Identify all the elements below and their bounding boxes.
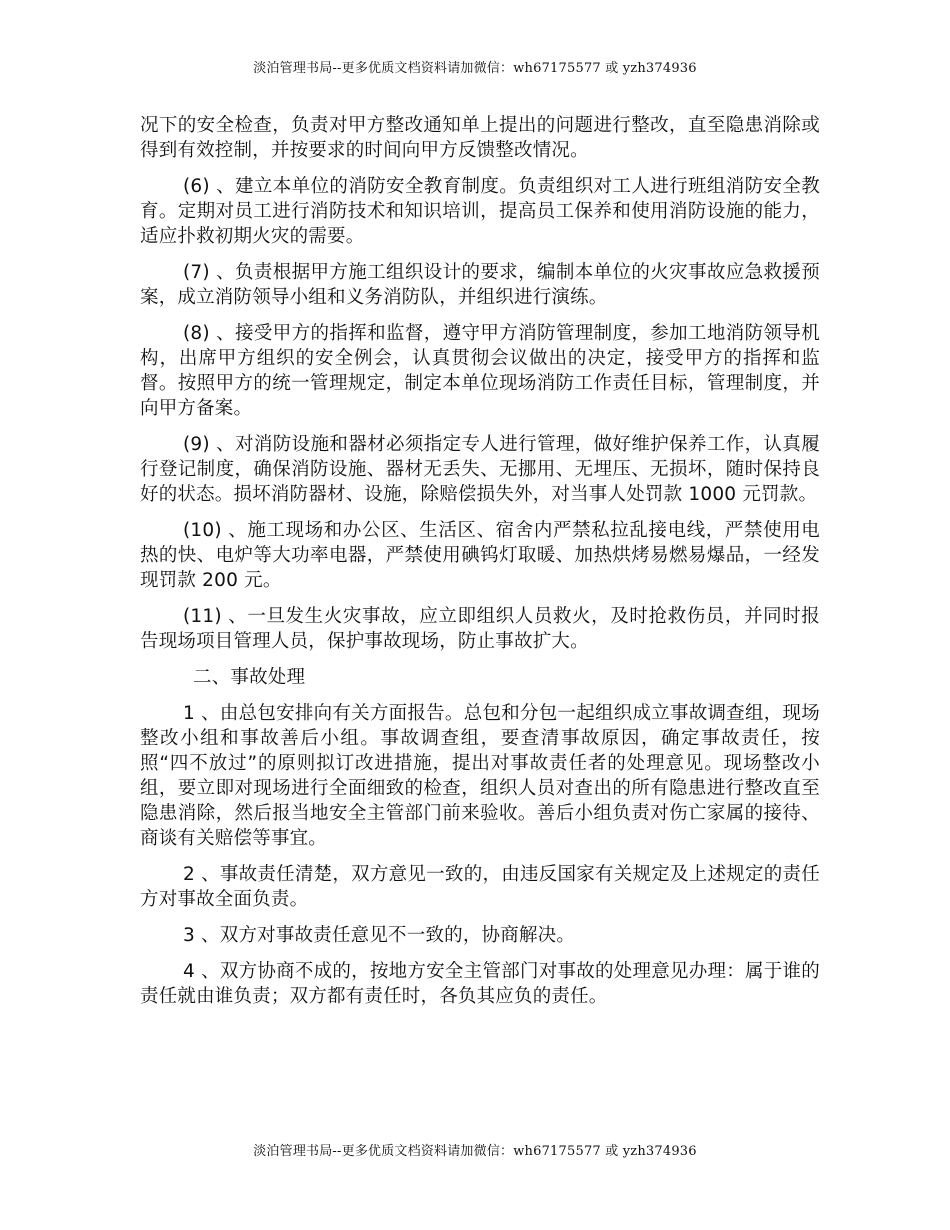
paragraph-item-7: (7) 、负责根据甲方施工组织设计的要求，编制本单位的火灾事故应急救援预案，成立消防领导小组和义务消防队，并组织进行演练。 bbox=[140, 262, 820, 308]
section-paragraph-2: 2 、事故责任清楚，双方意见一致的，由违反国家有关规定及上述规定的责任方对事故全面负责。 bbox=[140, 864, 820, 910]
document-body bbox=[140, 113, 820, 1020]
section-paragraph-1: 1 、由总包安排向有关方面报告。总包和分包一起组织成立事故调查组，现场整改小组和事故善后小组。事故调查组，要查清事故原因，确定事故责任，按照“四不放过”的原则拟订改进措施，提出对事故责任者的处理意见。现场整改小组，要立即对现场进行全面细致的检查，组织人员对查出的所有隐患进行整改直至隐患消除，然后报当地安全主管部门前来验收。善后小组负责对伤亡家属的接待、商谈有关赔偿等事宜。 bbox=[140, 703, 820, 849]
page-footer: 淡泊管理书局--更多优质文档资料请加微信：wh67175577 或 yzh374936 bbox=[253, 1144, 697, 1159]
section-paragraph-4: 4 、双方协商不成的，按地方安全主管部门对事故的处理意见办理：属于谁的责任就由谁负责；双方都有责任时，各负其应负的责任。 bbox=[140, 961, 820, 1007]
section-heading: 二、事故处理 bbox=[193, 667, 306, 688]
paragraph-continuation: 况下的安全检查，负责对甲方整改通知单上提出的问题进行整改，直至隐患消除或得到有效控制，并按要求的时间向甲方反馈整改情况。 bbox=[140, 115, 820, 161]
paragraph-item-11: (11) 、一旦发生火灾事故，应立即组织人员救火，及时抢救伤员，并同时报告现场项目管理人员，保护事故现场，防止事故扩大。 bbox=[140, 606, 820, 652]
paragraph-item-9: (9) 、对消防设施和器材必须指定专人进行管理，做好维护保养工作，认真履行登记制度，确保消防设施、器材无丢失、无挪用、无埋压、无损坏，随时保持良好的状态。损坏消防器材、设施，除赔偿损失外，对当事人处罚款 1000 元罚款。 bbox=[140, 434, 820, 505]
paragraph-item-6: (6) 、建立本单位的消防安全教育制度。负责组织对工人进行班组消防安全教育。定期对员工进行消防技术和知识培训，提高员工保养和使用消防设施的能力，适应扑救初期火灾的需要。 bbox=[140, 176, 820, 247]
paragraph-item-8: (8) 、接受甲方的指挥和监督，遵守甲方消防管理制度，参加工地消防领导机构，出席甲方组织的安全例会，认真贯彻会议做出的决定，接受甲方的指挥和监督。按照甲方的统一管理规定，制定本单位现场消防工作责任目标，管理制度，并向甲方备案。 bbox=[140, 323, 820, 419]
paragraph-item-10: (10) 、施工现场和办公区、生活区、宿舍内严禁私拉乱接电线，严禁使用电热的快、电炉等大功率电器，严禁使用碘钨灯取暖、加热烘烤易燃易爆品，一经发现罚款 200 元。 bbox=[140, 520, 820, 591]
section-paragraph-3: 3 、双方对事故责任意见不一致的，协商解决。 bbox=[183, 925, 576, 946]
page-header: 淡泊管理书局--更多优质文档资料请加微信：wh67175577 或 yzh374936 bbox=[253, 61, 697, 76]
